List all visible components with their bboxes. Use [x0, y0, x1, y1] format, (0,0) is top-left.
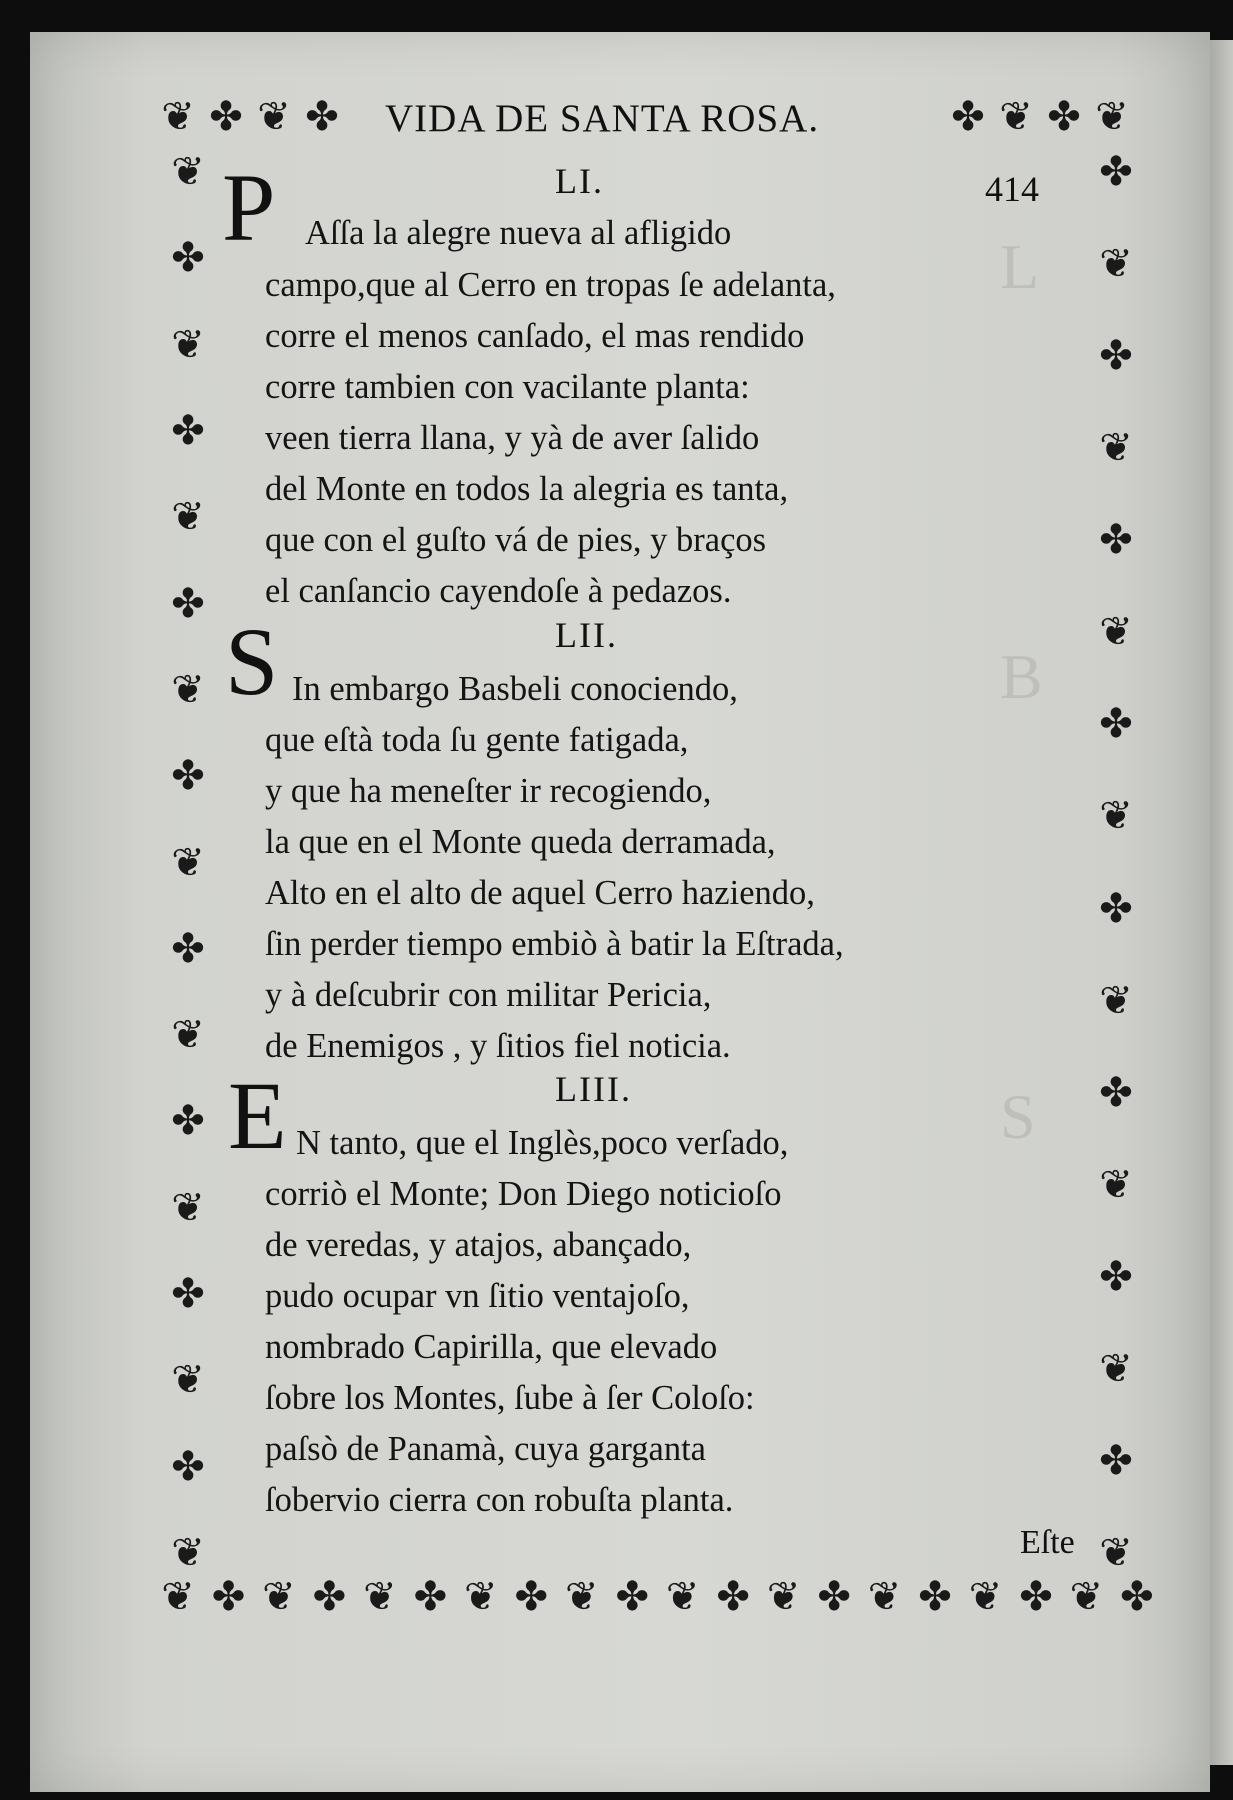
- fleuron-ornament-icon: ❦: [363, 1574, 397, 1620]
- fleuron-ornament-icon: ❦: [564, 1574, 599, 1620]
- fleuron-ornament-icon: ❦: [1099, 977, 1133, 1024]
- fleuron-ornament-icon: ❦: [171, 1184, 205, 1231]
- page-number: 414: [985, 169, 1039, 209]
- verse-line: del Monte en todos la alegria es tanta,: [265, 470, 789, 508]
- fleuron-ornament-icon: ❦: [171, 839, 205, 886]
- verse-line: ſobervio cierra con robuſta planta.: [265, 1481, 734, 1519]
- fleuron-ornament-icon: ❦: [161, 1574, 195, 1620]
- verse-line: pudo ocupar vn ſitio ventajoſo,: [265, 1277, 690, 1315]
- fleuron-ornament-icon: ✤: [413, 1574, 448, 1620]
- fleuron-ornament-icon: ❦: [867, 1574, 902, 1620]
- fleuron-ornament-icon: ✤: [305, 94, 339, 140]
- fleuron-ornament-icon: ❦: [1099, 793, 1133, 840]
- fleuron-ornament-icon: ✤: [1019, 1574, 1053, 1620]
- fleuron-ornament-icon: ❦: [999, 94, 1033, 140]
- verse-line: corre tambien con vacilante planta:: [265, 368, 750, 406]
- verse-line: Alto en el alto de aquel Cerro haziendo,: [265, 874, 815, 912]
- fleuron-ornament-icon: ✤: [171, 925, 205, 972]
- fleuron-ornament-icon: ❦: [171, 321, 205, 368]
- fleuron-ornament-icon: ✤: [716, 1574, 750, 1620]
- fleuron-ornament-icon: ❦: [262, 1574, 296, 1620]
- fleuron-ornament-icon: ❦: [171, 1012, 205, 1059]
- fleuron-ornament-icon: ✤: [1120, 1574, 1154, 1620]
- fleuron-ornament-icon: ✤: [615, 1574, 649, 1620]
- verse-line: corre el menos canſado, el mas rendido: [265, 317, 805, 355]
- stanza-number: LIII.: [555, 1069, 632, 1109]
- fleuron-ornament-icon: ❦: [161, 94, 195, 140]
- verse-line: N tanto, que el Inglès,poco verſado,: [296, 1124, 789, 1162]
- stanza-number: LI.: [555, 161, 604, 201]
- adjacent-page-edge: [1210, 40, 1233, 1765]
- fleuron-ornament-icon: ❦: [1099, 1529, 1133, 1576]
- fleuron-ornament-icon: ✤: [171, 753, 205, 800]
- fleuron-ornament-icon: ✤: [211, 1574, 246, 1620]
- running-title: VIDA DE SANTA ROSA.: [385, 97, 820, 140]
- verse-line: el canſancio cayendoſe à pedazos.: [265, 572, 732, 610]
- fleuron-ornament-icon: ✤: [817, 1574, 851, 1620]
- verse-line: veen tierra llana, y yà de aver ſalido: [265, 419, 760, 457]
- verse-line: que eſtà toda ſu gente fatigada,: [265, 721, 689, 759]
- fleuron-ornament-icon: ✤: [1099, 885, 1133, 932]
- fleuron-ornament-icon: ✤: [312, 1574, 347, 1620]
- right-ornament-border: [1090, 150, 1142, 1575]
- fleuron-ornament-icon: ✤: [1099, 517, 1133, 564]
- verse-line: ſobre los Montes, ſube à ſer Coloſo:: [265, 1379, 755, 1417]
- verse-line: corriò el Monte; Don Diego noticioſo: [265, 1175, 782, 1213]
- fleuron-ornament-icon: ❦: [1069, 1574, 1104, 1620]
- fleuron-ornament-icon: ❦: [1099, 1161, 1133, 1208]
- verse-line: que con el guſto vá de pies, y braços: [265, 521, 767, 559]
- verse-line: Aſſa la alegre nueva al afligido: [305, 214, 732, 252]
- drop-capital: P: [222, 154, 276, 261]
- verse-line: la que en el Monte queda derramada,: [265, 823, 776, 861]
- fleuron-ornament-icon: ❦: [968, 1574, 1003, 1620]
- fleuron-ornament-icon: ❦: [171, 1357, 205, 1404]
- drop-capital: E: [228, 1062, 287, 1169]
- drop-capital: S: [225, 608, 279, 715]
- fleuron-ornament-icon: ❦: [766, 1574, 801, 1620]
- fleuron-ornament-icon: ✤: [209, 94, 243, 140]
- fleuron-ornament-icon: ❦: [464, 1574, 498, 1620]
- fleuron-ornament-icon: ❦: [1095, 94, 1129, 140]
- fleuron-ornament-icon: ✤: [171, 1443, 205, 1490]
- fleuron-ornament-icon: ✤: [171, 1271, 205, 1318]
- verse-line: ſin perder tiempo embiò à batir la Eſtrada,: [265, 925, 844, 963]
- left-ornament-border: [162, 150, 214, 1575]
- verse-line: de Enemigos , y ſitios fiel noticia.: [265, 1027, 731, 1065]
- fleuron-ornament-icon: ❦: [257, 94, 291, 140]
- fleuron-ornament-icon: ✤: [1099, 149, 1133, 195]
- fleuron-ornament-icon: ❦: [171, 666, 205, 713]
- fleuron-ornament-icon: ✤: [171, 1098, 205, 1145]
- fleuron-ornament-icon: ✤: [1099, 1437, 1133, 1484]
- fleuron-ornament-icon: ✤: [514, 1574, 549, 1620]
- verse-line: paſsò de Panamà, cuya garganta: [265, 1430, 706, 1468]
- fleuron-ornament-icon: ❦: [1099, 241, 1133, 288]
- verse-line: campo,que al Cerro en tropas ſe adelanta,: [265, 266, 836, 304]
- show-through-mark: S: [1000, 1081, 1036, 1152]
- fleuron-ornament-icon: ✤: [1099, 333, 1133, 380]
- fleuron-ornament-icon: ❦: [1099, 1345, 1133, 1392]
- verse-line: de veredas, y atajos, abançado,: [265, 1226, 692, 1264]
- fleuron-ornament-icon: ✤: [951, 94, 985, 140]
- bottom-ornament-border: [155, 1572, 1160, 1622]
- fleuron-ornament-icon: ✤: [171, 235, 205, 282]
- fleuron-ornament-icon: ❦: [665, 1574, 700, 1620]
- fleuron-ornament-icon: ✤: [1099, 1253, 1133, 1300]
- verse-line: In embargo Basbeli conociendo,: [292, 670, 738, 708]
- verse-line: y à deſcubrir con militar Pericia,: [265, 976, 712, 1014]
- fleuron-ornament-icon: ✤: [1047, 94, 1081, 140]
- verse-line: nombrado Capirilla, que elevado: [265, 1328, 718, 1366]
- fleuron-ornament-icon: ✤: [1099, 1069, 1133, 1116]
- fleuron-ornament-icon: ✤: [171, 580, 205, 627]
- show-through-mark: B: [1000, 641, 1043, 712]
- verse-line: y que ha meneſter ir recogiendo,: [265, 772, 712, 810]
- catchword: Eſte: [1020, 1524, 1075, 1561]
- fleuron-ornament-icon: ❦: [1099, 425, 1133, 472]
- fleuron-ornament-icon: ✤: [918, 1574, 952, 1620]
- fleuron-ornament-icon: ❦: [1099, 609, 1133, 656]
- fleuron-ornament-icon: ✤: [171, 407, 205, 454]
- fleuron-ornament-icon: ❦: [171, 494, 205, 541]
- fleuron-ornament-icon: ❦: [171, 1530, 205, 1576]
- fleuron-ornament-icon: ❦: [171, 149, 205, 195]
- stanza-number: LII.: [555, 615, 618, 655]
- fleuron-ornament-icon: ✤: [1099, 701, 1133, 748]
- show-through-mark: L: [1000, 231, 1040, 302]
